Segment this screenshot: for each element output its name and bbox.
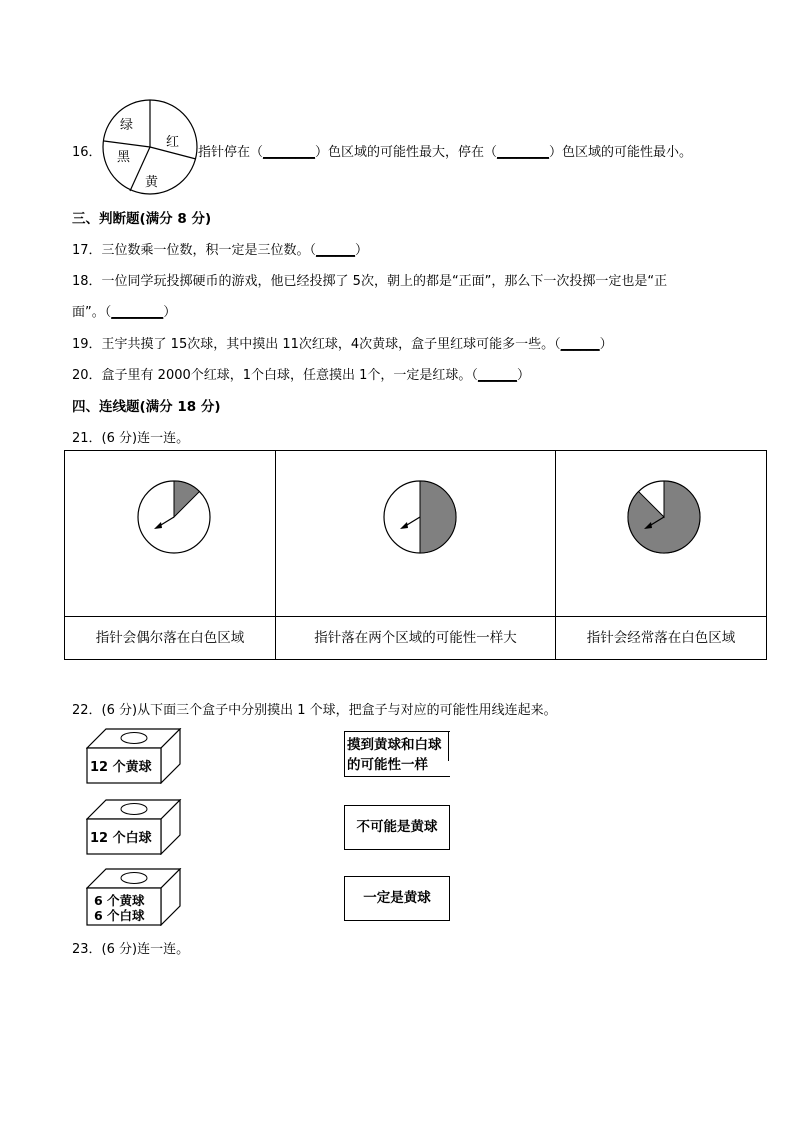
q21-spinner-2 [382,479,458,555]
q16-text-c: ）色区域的可能性最小。 [549,145,693,160]
q21-header: 21．(6 分)连一连。 [72,431,190,446]
q17-end: ） [355,243,369,258]
q17-answer-blank[interactable]: ______ [316,243,356,258]
q21-caption-3[interactable]: 指针会经常落在白色区域 [586,630,736,646]
q22-option-3[interactable] [344,876,450,921]
q22-option-1-line2: 的可能性一样 [347,757,428,773]
q18-line1: 18．一位同学玩投掷硬币的游戏，他已经投掷了 5次，朝上的都是“正面”，那么下一次投掷一定也是“正 [72,274,668,289]
shaded-sector [420,481,456,553]
q16-text-a: 指针停在（ [198,145,264,160]
q22-option-2-label: 不可能是黄球 [356,819,438,835]
spinner-label-red: 红 [166,135,180,150]
q21-table [64,450,767,660]
q21-spinner-1 [136,479,212,555]
q17-text: 17．三位数乘一位数，积一定是三位数。（ [72,243,317,258]
q16-question [198,141,692,160]
q18-end: ） [163,305,177,320]
q16-answer-blank-1[interactable]: ________ [263,145,316,160]
q16-text-b: ）色区域的可能性最大，停在（ [315,145,498,160]
q20 [72,364,530,383]
q22-box-2[interactable] [86,799,182,855]
q22-box-1[interactable] [86,728,182,784]
q22-option-2[interactable] [344,805,450,850]
q16-number: 16． [72,145,102,160]
q22-option-1-line1: 摸到黄球和白球 [347,737,442,753]
q16-spinner [100,97,200,197]
q20-end: ） [516,368,530,383]
q20-text: 20．盒子里有 2000个红球，1个白球，任意摸出 1个，一定是红球。（ [72,368,478,383]
q18-line2 [72,301,176,320]
spinner-label-green: 绿 [120,118,134,133]
q19-answer-blank[interactable]: ______ [560,337,600,352]
q19 [72,333,613,352]
q22-header: 22．(6 分)从下面三个盒子中分别摸出 1 个球，把盒子与对应的可能性用线连起来。 [72,703,557,718]
q17 [72,239,368,258]
q22-box-3-label-2: 6 个白球 [94,908,145,923]
spinner-label-black: 黑 [117,150,131,165]
q22-box-2-label: 12 个白球 [90,831,152,846]
q19-end: ） [599,337,613,352]
q21-spinner-3 [626,479,702,555]
q21-caption-2[interactable]: 指针落在两个区域的可能性一样大 [314,630,517,646]
spinner-label-yellow: 黄 [145,175,159,190]
q22-option-3-label: 一定是黄球 [363,890,431,906]
q21-caption-1[interactable]: 指针会偶尔落在白色区域 [95,630,245,646]
q20-answer-blank[interactable]: ______ [477,368,517,383]
q22-box-3-label-1: 6 个黄球 [94,893,145,908]
q22-option-1[interactable] [344,731,450,777]
q22-option-1-right-border [448,731,449,761]
q22-box-1-label: 12 个黄球 [90,760,152,775]
q18-text: 面”。（ [72,305,112,320]
q18-answer-blank[interactable]: ________ [111,305,164,320]
q23-header: 23．(6 分)连一连。 [72,942,190,957]
q22-box-3[interactable] [86,868,182,926]
q16-answer-blank-2[interactable]: ________ [497,145,550,160]
section-3-title: 三、判断题(满分 8 分) [72,211,212,227]
section-4-title: 四、连线题(满分 18 分) [72,399,221,415]
q19-text: 19．王宇共摸了 15次球，其中摸出 11次红球，4次黄球，盒子里红球可能多一些。（ [72,337,561,352]
